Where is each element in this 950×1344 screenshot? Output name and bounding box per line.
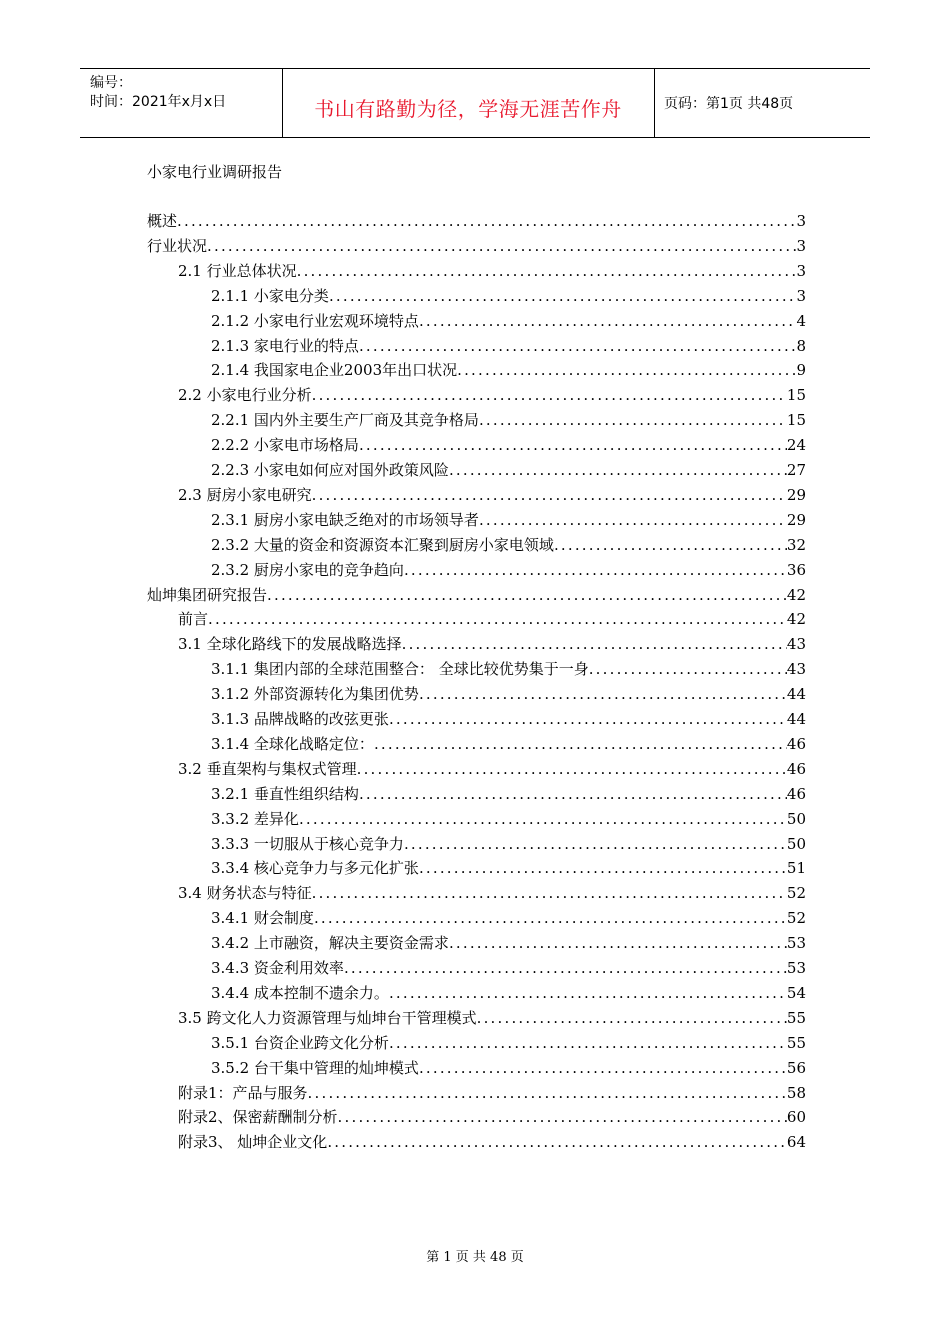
toc-leader-dots (312, 881, 787, 906)
toc-leader-dots (404, 558, 787, 583)
toc-entry-page: 55 (786, 1009, 806, 1027)
motto-text: 书山有路勤为径，学海无涯苦作舟 (314, 97, 622, 121)
toc-entry[interactable] (147, 209, 806, 234)
document-title: 小家电行业调研报告 (147, 163, 283, 181)
toc-entry-label: 2.2.2 小家电市场格局 (211, 436, 359, 454)
toc-entry-page: 43 (786, 635, 806, 653)
page-code: 页码：第1页 共48页 (664, 96, 794, 112)
toc-entry-page: 3 (796, 212, 806, 230)
toc-leader-dots (419, 1056, 787, 1081)
toc-entry[interactable] (211, 408, 806, 433)
toc-leader-dots (359, 334, 797, 359)
toc-entry[interactable] (211, 1031, 806, 1056)
toc-entry[interactable] (211, 856, 806, 881)
toc-entry-label: 2.2 小家电行业分析 (178, 386, 312, 404)
toc-leader-dots (357, 757, 787, 782)
page-header (80, 68, 870, 138)
toc-entry[interactable] (211, 1056, 806, 1081)
toc-entry-page: 54 (786, 984, 806, 1002)
toc-entry-page: 51 (786, 859, 806, 877)
toc-leader-dots (329, 284, 797, 309)
toc-entry[interactable] (211, 732, 806, 757)
toc-leader-dots (389, 707, 787, 732)
toc-entry-label: 3.3.3 一切服从于核心竞争力 (211, 835, 404, 853)
toc-entry-page: 53 (786, 934, 806, 952)
toc-entry-label: 2.3.2 大量的资金和资源资本汇聚到厨房小家电领域 (211, 536, 554, 554)
toc-leader-dots (589, 657, 787, 682)
toc-entry-label: 2.1.4 我国家电企业2003年出口状况 (211, 361, 458, 379)
toc-entry-label: 附录1：产品与服务 (178, 1084, 308, 1102)
toc-entry-page: 43 (786, 660, 806, 678)
toc-entry[interactable] (178, 1006, 806, 1031)
toc-entry-page: 3 (796, 237, 806, 255)
toc-entry-page: 15 (786, 386, 806, 404)
toc-leader-dots (389, 981, 787, 1006)
toc-entry-label: 2.1.1 小家电分类 (211, 287, 329, 305)
toc-entry-page: 36 (786, 561, 806, 579)
toc-leader-dots (479, 408, 787, 433)
toc-entry-page: 55 (786, 1034, 806, 1052)
toc-entry[interactable] (211, 807, 806, 832)
toc-leader-dots (554, 533, 787, 558)
toc-entry-page: 58 (786, 1084, 806, 1102)
toc-entry-page: 8 (796, 337, 806, 355)
toc-entry-page: 50 (786, 810, 806, 828)
toc-entry[interactable] (211, 358, 806, 383)
toc-entry-label: 3.1.2 外部资源转化为集团优势 (211, 685, 419, 703)
toc-entry-page: 50 (786, 835, 806, 853)
toc-entry-label: 2.3.2 厨房小家电的竞争趋向 (211, 561, 404, 579)
toc-entry[interactable] (211, 657, 806, 682)
toc-entry-label: 3.1 全球化路线下的发展战略选择 (178, 635, 402, 653)
toc-entry-page: 29 (786, 511, 806, 529)
toc-leader-dots (479, 508, 787, 533)
toc-entry[interactable] (211, 782, 806, 807)
toc-entry[interactable] (211, 533, 806, 558)
toc-entry[interactable] (147, 234, 806, 259)
toc-leader-dots (449, 458, 787, 483)
toc-entry[interactable] (211, 956, 806, 981)
toc-entry[interactable] (211, 309, 806, 334)
toc-entry[interactable] (211, 508, 806, 533)
toc-entry-page: 29 (786, 486, 806, 504)
toc-leader-dots (208, 607, 787, 632)
toc-leader-dots (419, 682, 787, 707)
toc-entry-label: 3.4.4 成本控制不遗余力。 (211, 984, 389, 1002)
toc-entry[interactable] (211, 931, 806, 956)
toc-entry[interactable] (211, 832, 806, 857)
toc-entry-label: 3.2 垂直架构与集权式管理 (178, 760, 357, 778)
toc-entry-label: 行业状况 (147, 237, 208, 255)
toc-entry[interactable] (211, 433, 806, 458)
toc-entry[interactable] (147, 583, 806, 608)
toc-entry-label: 3.5 跨文化人力资源管理与灿坤台干管理模式 (178, 1009, 477, 1027)
toc-leader-dots (314, 906, 787, 931)
toc-entry-label: 附录2、保密薪酬制分析 (178, 1108, 338, 1126)
toc-leader-dots (449, 931, 787, 956)
toc-entry[interactable] (211, 458, 806, 483)
toc-entry-page: 3 (796, 287, 806, 305)
toc-entry[interactable] (178, 607, 806, 632)
toc-entry-label: 3.3.2 差异化 (211, 810, 299, 828)
toc-entry-page: 44 (786, 710, 806, 728)
toc-entry-page: 24 (786, 436, 806, 454)
toc-leader-dots (327, 1130, 787, 1155)
toc-leader-dots (419, 856, 787, 881)
toc-entry-label: 3.4 财务状态与特征 (178, 884, 312, 902)
toc-entry-page: 60 (786, 1108, 806, 1126)
toc-entry-label: 概述 (147, 212, 178, 230)
toc-entry[interactable] (178, 483, 806, 508)
toc-entry-page: 56 (786, 1059, 806, 1077)
toc-entry-label: 附录3、 灿坤企业文化 (178, 1133, 328, 1151)
toc-entry-page: 27 (786, 461, 806, 479)
toc-entry[interactable] (178, 1105, 806, 1130)
toc-entry-label: 3.1.4 全球化战略定位： (211, 735, 374, 753)
toc-entry-label: 3.3.4 核心竞争力与多元化扩张 (211, 859, 419, 877)
toc-entry[interactable] (178, 757, 806, 782)
toc-leader-dots (207, 234, 796, 259)
toc-entry[interactable] (211, 334, 806, 359)
toc-leader-dots (338, 1105, 787, 1130)
time-label: 时间：2021年x月x日 (90, 94, 227, 110)
header-info-cell (80, 69, 283, 137)
toc-entry-page: 46 (786, 760, 806, 778)
toc-leader-dots (402, 632, 787, 657)
toc-entry-page: 46 (786, 735, 806, 753)
header-motto-cell (282, 69, 655, 137)
toc-entry-label: 3.5.1 台资企业跨文化分析 (211, 1034, 389, 1052)
toc-leader-dots (267, 583, 787, 608)
toc-entry-label: 2.3.1 厨房小家电缺乏绝对的市场领导者 (211, 511, 479, 529)
toc-entry-label: 3.1.1 集团内部的全球范围整合： 全球比较优势集于一身 (211, 660, 589, 678)
toc-leader-dots (308, 1081, 787, 1106)
toc-entry-page: 52 (786, 909, 806, 927)
toc-entry-label: 3.2.1 垂直性组织结构 (211, 785, 359, 803)
toc-leader-dots (457, 358, 796, 383)
toc-entry-label: 2.1 行业总体状况 (178, 262, 297, 280)
toc-leader-dots (299, 807, 787, 832)
toc-entry[interactable] (178, 259, 806, 284)
toc-entry-page: 3 (796, 262, 806, 280)
toc-leader-dots (312, 383, 787, 408)
toc-entry-label: 2.2.1 国内外主要生产厂商及其竞争格局 (211, 411, 479, 429)
toc-entry-page: 42 (786, 610, 806, 628)
header-pagecode-cell (655, 69, 870, 137)
toc-entry-label: 2.2.3 小家电如何应对国外政策风险 (211, 461, 449, 479)
toc-entry-page: 42 (786, 586, 806, 604)
number-label: 编号： (90, 75, 132, 91)
toc-entry[interactable] (211, 558, 806, 583)
toc-entry[interactable] (211, 707, 806, 732)
toc-leader-dots (177, 209, 796, 234)
toc-leader-dots (374, 732, 787, 757)
toc-entry-page: 64 (786, 1133, 806, 1151)
toc-entry[interactable] (178, 881, 806, 906)
toc-leader-dots (297, 259, 797, 284)
toc-entry-label: 3.1.3 品牌战略的改弦更张 (211, 710, 389, 728)
toc-leader-dots (477, 1006, 787, 1031)
toc-entry-label: 2.1.2 小家电行业宏观环境特点 (211, 312, 419, 330)
toc-entry[interactable] (178, 1130, 806, 1155)
toc-entry-page: 9 (796, 361, 806, 379)
page-footer: 第 1 页 共 48 页 (426, 1250, 524, 1265)
toc-leader-dots (404, 832, 787, 857)
toc-entry-label: 灿坤集团研究报告 (147, 586, 268, 604)
toc-entry-label: 3.4.1 财会制度 (211, 909, 314, 927)
toc-entry-page: 44 (786, 685, 806, 703)
toc-entry-page: 46 (786, 785, 806, 803)
toc-entry-page: 53 (786, 959, 806, 977)
toc-entry-label: 3.4.2 上市融资，解决主要资金需求 (211, 934, 449, 952)
toc-entry[interactable] (211, 284, 806, 309)
toc-entry-label: 3.4.3 资金利用效率 (211, 959, 344, 977)
toc-leader-dots (359, 433, 787, 458)
toc-entry-page: 52 (786, 884, 806, 902)
toc-entry-label: 前言 (178, 610, 209, 628)
toc-entry-page: 15 (786, 411, 806, 429)
toc-leader-dots (344, 956, 787, 981)
toc-entry-label: 2.1.3 家电行业的特点 (211, 337, 359, 355)
toc-entry-page: 4 (796, 312, 806, 330)
toc-entry[interactable] (178, 383, 806, 408)
toc-entry[interactable] (211, 981, 806, 1006)
toc-entry-page: 32 (786, 536, 806, 554)
toc-entry-label: 3.5.2 台干集中管理的灿坤模式 (211, 1059, 419, 1077)
toc-leader-dots (359, 782, 787, 807)
toc-entry-label: 2.3 厨房小家电研究 (178, 486, 312, 504)
toc-leader-dots (312, 483, 787, 508)
toc-entry[interactable] (211, 682, 806, 707)
toc-leader-dots (389, 1031, 787, 1056)
toc-entry[interactable] (178, 1081, 806, 1106)
toc-entry[interactable] (211, 906, 806, 931)
toc-leader-dots (419, 309, 797, 334)
toc-entry[interactable] (178, 632, 806, 657)
